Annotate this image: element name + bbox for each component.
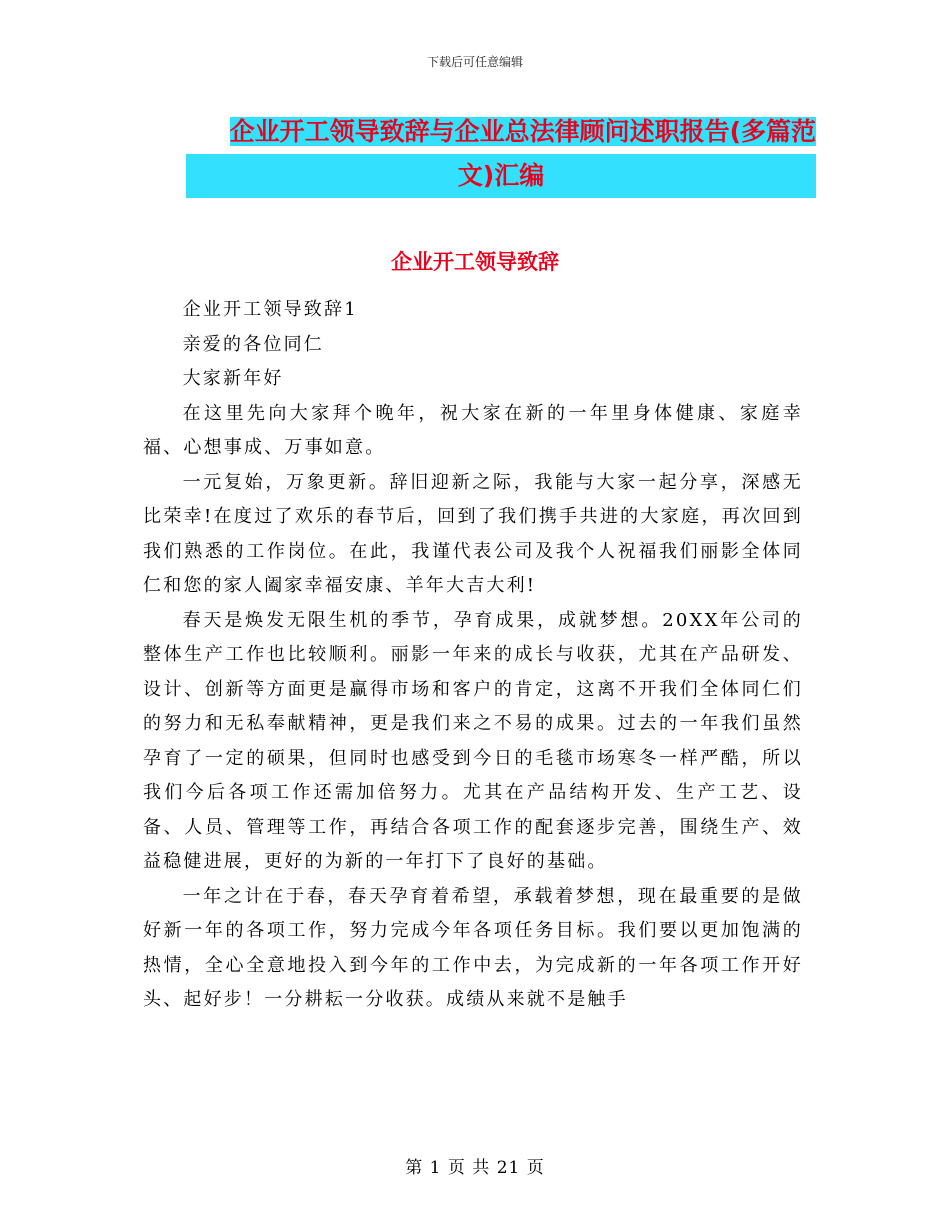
document-title-line-2: 文)汇编: [457, 161, 545, 190]
section-title: 企业开工领导致辞: [391, 250, 559, 274]
paragraph: 亲爱的各位同仁: [182, 333, 324, 355]
document-title: [186, 110, 816, 198]
paragraph: 一年之计在于春，春天孕育着希望，承载着梦想，现在最重要的是做好新一年的各项工作，努力完成今年各项任务目标。我们要以更加饱满的热情，全心全意地投入到今年的工作中去，为完成新的一年各项工作开好头、起好步！一分耕耘一分收获。成绩从来就不是触手: [143, 885, 803, 1010]
paragraph: 大家新年好: [182, 368, 284, 389]
paragraph: 在这里先向大家拜个晚年，祝大家在新的一年里身体健康、家庭幸福、心想事成、万事如意。: [143, 402, 803, 458]
paragraph: 春天是焕发无限生机的季节，孕育成果，成就梦想。20XX年公司的整体生产工作也比较顺利。丽影一年来的成长与收获，尤其在产品研发、设计、创新等方面更是赢得市场和客户的肯定，这离不开我们全体同仁们的努力和无私奉献精神，更是我们来之不易的成果。过去的一年我们虽然孕育了一定的硕果，但同时也感受到今日的毛毯市场寒冬一样严酷，所以我们今后各项工作还需加倍努力。尤其在产品结构开发、生产工艺、设备、人员、管理等工作，再结合各项工作的配套逐步完善，围绕生产、效益稳健进展，更好的为新的一年打下了良好的基础。: [143, 609, 803, 872]
page-footer: 第 1 页 共 21 页: [405, 1158, 545, 1178]
header-note: 下载后可任意编辑: [426, 55, 523, 69]
body-text: [143, 293, 803, 1018]
paragraph: 一元复始，万象更新。辞旧迎新之际，我能与大家一起分享，深感无比荣幸!在度过了欢乐的春节后，回到了我们携手共进的大家庭，再次回到我们熟悉的工作岗位。在此，我谨代表公司及我个人祝福我们丽影全体同仁和您的家人阖家幸福安康、羊年大吉大利!: [143, 471, 803, 596]
document-title-line-1: 企业开工领导致辞与企业总法律顾问述职报告(多篇范: [229, 117, 816, 146]
paragraph: 企业开工领导致辞1: [182, 299, 358, 320]
